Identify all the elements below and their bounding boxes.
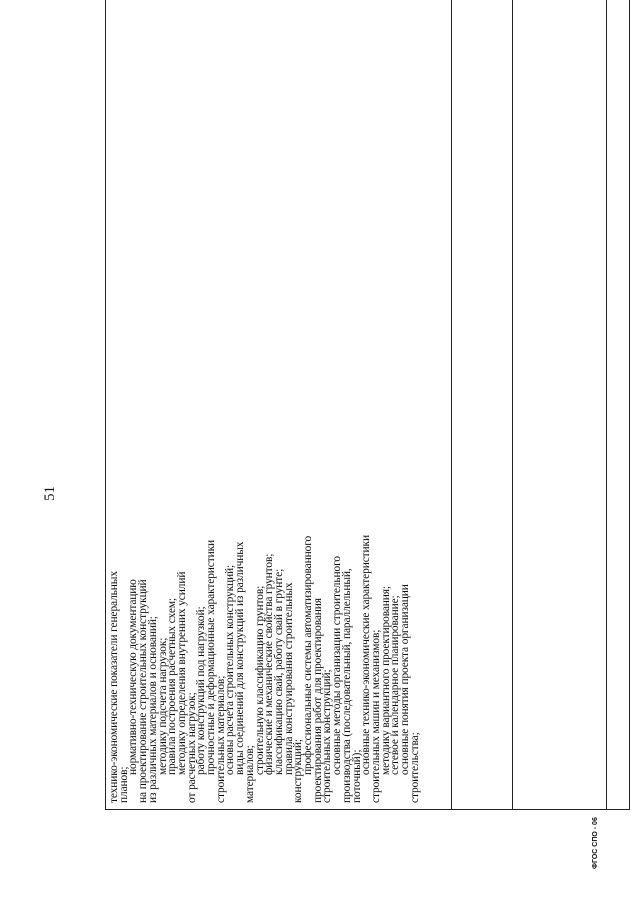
knowledge-line: профессиональные системы автоматизированного <box>302 535 315 775</box>
knowledge-line: из различных материалов и оснований; <box>146 616 159 803</box>
knowledge-line: проектирования работ для проектирования <box>311 598 324 803</box>
knowledge-line: физические и механические свойства грунтов; <box>263 553 276 775</box>
table-row-knowledge <box>106 0 451 809</box>
knowledge-line: работу конструкций под нагрузкой; <box>195 606 208 775</box>
knowledge-line: методику подсчета нагрузок; <box>156 637 169 775</box>
requirements-table <box>105 0 630 810</box>
knowledge-line: методику вариантного проектирования; <box>379 586 392 775</box>
knowledge-line: правила конструирования строительных <box>282 582 295 775</box>
knowledge-line: технико-экономические показатели генеральных <box>108 571 120 803</box>
knowledge-line: правила построения расчетных схем; <box>166 598 179 775</box>
knowledge-line: классификацию свай, работу свай в грунте; <box>272 568 285 775</box>
knowledge-line: строительства; <box>408 732 421 803</box>
knowledge-line: основные понятия проекта организации <box>399 584 412 775</box>
knowledge-line: планов; <box>117 766 130 803</box>
knowledge-line: сетевое и календарное планирование; <box>389 595 402 775</box>
knowledge-line: материалов; <box>243 745 256 803</box>
knowledge-line: от расчетных нагрузок; <box>185 692 198 803</box>
knowledge-line: строительную классификацию грунтов; <box>253 585 266 775</box>
knowledge-line: прочностные и деформационные характеристики <box>205 539 218 775</box>
knowledge-line: строительных материалов; <box>214 675 227 803</box>
table-column-2 <box>451 0 512 809</box>
knowledge-line: строительных конструкций; <box>321 669 334 803</box>
knowledge-line: производства (последовательный, параллельный, <box>340 568 353 803</box>
knowledge-line: поточный); <box>350 749 363 803</box>
knowledge-line: основы расчета строительных конструкций; <box>224 564 237 775</box>
knowledge-line: методику определения внутренних усилий <box>175 571 188 775</box>
table-column-4 <box>606 0 640 809</box>
table-column-3 <box>512 0 606 809</box>
footer-standard-code: ФГОС СПО - 06 <box>592 817 599 869</box>
knowledge-line: строительных машин и механизмов; <box>369 629 382 803</box>
knowledge-line: основные методы организации строительного <box>331 556 344 775</box>
page-number: 51 <box>42 486 58 501</box>
knowledge-cell <box>106 0 451 809</box>
knowledge-line: нормативно-техническую документацию <box>127 579 140 775</box>
knowledge-line: конструкций; <box>292 739 305 803</box>
knowledge-line: основные технико-экономические характеристики <box>360 535 373 775</box>
knowledge-line: виды соединений для конструкций из различных <box>234 541 247 775</box>
knowledge-line: на проектирование строительных конструкций <box>137 579 150 803</box>
